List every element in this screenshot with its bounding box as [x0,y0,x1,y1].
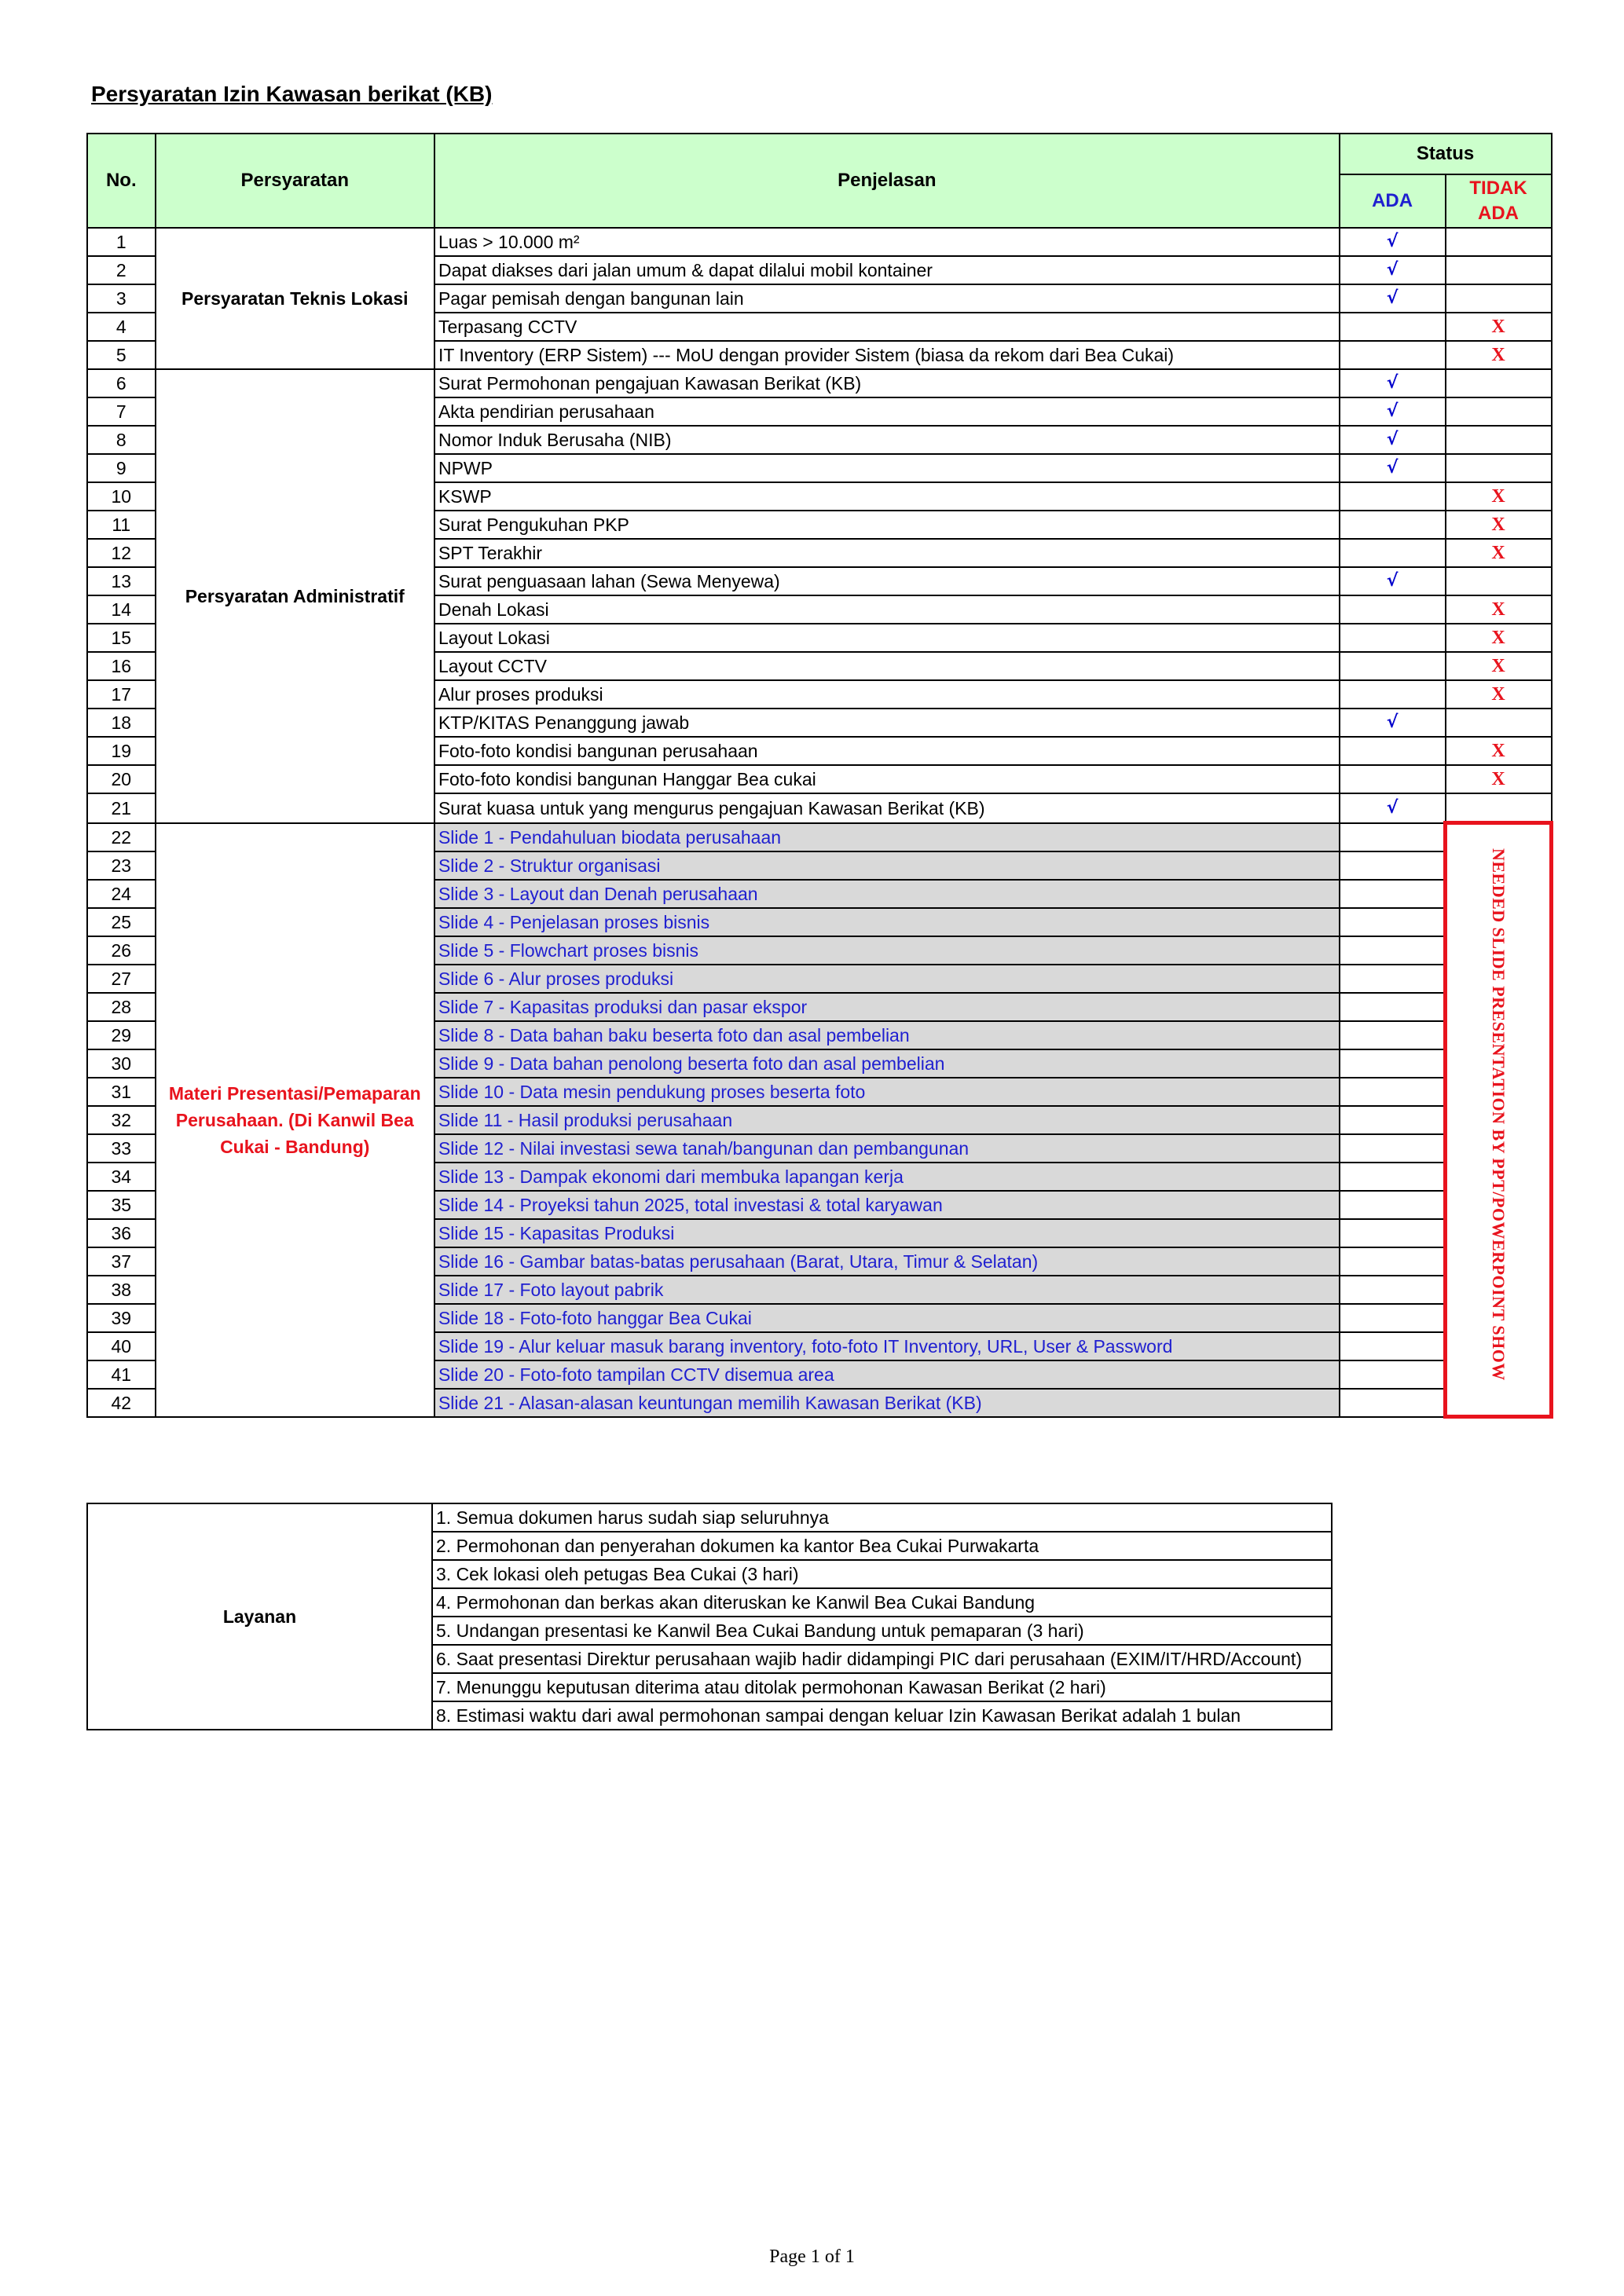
header-tidak-ada [1446,174,1552,228]
row-description: Slide 20 - Foto-foto tampilan CCTV disemua area [434,1360,1340,1389]
row-description: Slide 19 - Alur keluar masuk barang inventory, foto-foto IT Inventory, URL, User & Password [434,1332,1340,1360]
checkmark-icon: √ [1340,228,1446,256]
row-number: 8 [87,426,156,454]
needed-slide-note [1446,823,1552,1417]
header-persyaratan: Persyaratan [156,134,434,228]
status-ada-cell [1340,936,1446,965]
row-number: 3 [87,284,156,313]
row-number: 9 [87,454,156,482]
row-description: Alur proses produksi [434,680,1340,709]
row-number: 19 [87,737,156,765]
category-teknis: Persyaratan Teknis Lokasi [156,228,434,369]
status-tidak-cell [1446,454,1552,482]
row-description: Foto-foto kondisi bangunan perusahaan [434,737,1340,765]
layanan-item: 5. Undangan presentasi ke Kanwil Bea Cukai Bandung untuk pemaparan (3 hari) [432,1617,1332,1645]
page-title: Persyaratan Izin Kawasan berikat (KB) [91,82,493,106]
row-number: 7 [87,397,156,426]
row-number: 33 [87,1134,156,1163]
status-ada-cell [1340,539,1446,567]
status-ada-cell [1340,1219,1446,1247]
row-number: 32 [87,1106,156,1134]
header-tidak-ada-label: TIDAK ADA [1469,178,1527,224]
row-number: 36 [87,1219,156,1247]
status-ada-cell [1340,341,1446,369]
row-description: SPT Terakhir [434,539,1340,567]
status-ada-cell [1340,1389,1446,1417]
layanan-item: 7. Menunggu keputusan diterima atau ditolak permohonan Kawasan Berikat (2 hari) [432,1673,1332,1701]
status-ada-cell [1340,993,1446,1021]
row-number: 39 [87,1304,156,1332]
checkmark-icon: √ [1340,709,1446,737]
layanan-item: 6. Saat presentasi Direktur perusahaan wajib hadir didampingi PIC dari perusahaan (EXIM/IT/HRD/Account) [432,1645,1332,1673]
row-number: 40 [87,1332,156,1360]
row-number: 30 [87,1049,156,1078]
row-number: 4 [87,313,156,341]
row-number: 27 [87,965,156,993]
status-ada-cell [1340,765,1446,793]
row-description: Slide 5 - Flowchart proses bisnis [434,936,1340,965]
status-ada-cell [1340,1134,1446,1163]
row-description: Slide 12 - Nilai investasi sewa tanah/bangunan dan pembangunan [434,1134,1340,1163]
status-ada-cell [1340,1106,1446,1134]
checkmark-icon: √ [1340,284,1446,313]
row-number: 15 [87,624,156,652]
status-ada-cell [1340,1191,1446,1219]
row-number: 20 [87,765,156,793]
status-tidak-cell [1446,709,1552,737]
row-description: Pagar pemisah dengan bangunan lain [434,284,1340,313]
cross-icon: X [1446,313,1552,341]
checkmark-icon: √ [1340,793,1446,823]
row-description: KSWP [434,482,1340,511]
status-tidak-cell [1446,567,1552,595]
status-ada-cell [1340,511,1446,539]
row-number: 37 [87,1247,156,1276]
row-number: 5 [87,341,156,369]
status-ada-cell [1340,1276,1446,1304]
status-ada-cell [1340,908,1446,936]
row-number: 29 [87,1021,156,1049]
status-ada-cell [1340,1021,1446,1049]
status-ada-cell [1340,851,1446,880]
needed-slide-note-text: NEEDED SLIDE PRESENTATION BY PPT/POWERPOINT SHOW [1489,848,1509,1381]
row-description: Slide 2 - Struktur organisasi [434,851,1340,880]
row-description: Akta pendirian perusahaan [434,397,1340,426]
layanan-item: 4. Permohonan dan berkas akan diteruskan ke Kanwil Bea Cukai Bandung [432,1588,1332,1617]
row-description: Slide 6 - Alur proses produksi [434,965,1340,993]
row-description: Slide 10 - Data mesin pendukung proses beserta foto [434,1078,1340,1106]
row-description: Slide 14 - Proyeksi tahun 2025, total investasi & total karyawan [434,1191,1340,1219]
table-row [87,823,1552,851]
row-number: 31 [87,1078,156,1106]
status-tidak-cell [1446,256,1552,284]
row-number: 41 [87,1360,156,1389]
row-description: Slide 4 - Penjelasan proses bisnis [434,908,1340,936]
row-description: Layout Lokasi [434,624,1340,652]
row-number: 24 [87,880,156,908]
row-description: Slide 8 - Data bahan baku beserta foto dan asal pembelian [434,1021,1340,1049]
checkmark-icon: √ [1340,256,1446,284]
row-description: Foto-foto kondisi bangunan Hanggar Bea cukai [434,765,1340,793]
row-number: 2 [87,256,156,284]
layanan-table [86,1503,1333,1730]
row-description: Layout CCTV [434,652,1340,680]
cross-icon: X [1446,539,1552,567]
row-description: Slide 16 - Gambar batas-batas perusahaan (Barat, Utara, Timur & Selatan) [434,1247,1340,1276]
row-number: 38 [87,1276,156,1304]
row-number: 42 [87,1389,156,1417]
status-ada-cell [1340,624,1446,652]
status-tidak-cell [1446,397,1552,426]
row-number: 22 [87,823,156,851]
row-description: Slide 18 - Foto-foto hanggar Bea Cukai [434,1304,1340,1332]
cross-icon: X [1446,624,1552,652]
row-number: 14 [87,595,156,624]
row-number: 13 [87,567,156,595]
requirements-body [87,228,1552,1417]
checkmark-icon: √ [1340,369,1446,397]
layanan-item: 3. Cek lokasi oleh petugas Bea Cukai (3 hari) [432,1560,1332,1588]
row-number: 18 [87,709,156,737]
status-ada-cell [1340,1049,1446,1078]
table-row [87,369,1552,397]
row-number: 25 [87,908,156,936]
checkmark-icon: √ [1340,426,1446,454]
header-no: No. [87,134,156,228]
header-status: Status [1340,134,1552,174]
cross-icon: X [1446,341,1552,369]
row-description: Nomor Induk Berusaha (NIB) [434,426,1340,454]
status-ada-cell [1340,1163,1446,1191]
cross-icon: X [1446,482,1552,511]
row-description: NPWP [434,454,1340,482]
cross-icon: X [1446,595,1552,624]
row-number: 1 [87,228,156,256]
status-ada-cell [1340,595,1446,624]
table-row [87,228,1552,256]
status-ada-cell [1340,482,1446,511]
status-tidak-cell [1446,369,1552,397]
row-description: Slide 17 - Foto layout pabrik [434,1276,1340,1304]
row-description: Slide 3 - Layout dan Denah perusahaan [434,880,1340,908]
layanan-item: 8. Estimasi waktu dari awal permohonan sampai dengan keluar Izin Kawasan Berikat adalah 1 bulan [432,1701,1332,1730]
checkmark-icon: √ [1340,567,1446,595]
layanan-item: 1. Semua dokumen harus sudah siap seluruhnya [432,1503,1332,1532]
row-description: Slide 11 - Hasil produksi perusahaan [434,1106,1340,1134]
status-tidak-cell [1446,793,1552,823]
row-description: Slide 7 - Kapasitas produksi dan pasar ekspor [434,993,1340,1021]
status-ada-cell [1340,965,1446,993]
category-materi: Materi Presentasi/Pemaparan Perusahaan. (Di Kanwil Bea Cukai - Bandung) [156,823,434,1417]
status-tidak-cell [1446,284,1552,313]
row-description: Luas > 10.000 m² [434,228,1340,256]
row-description: Slide 21 - Alasan-alasan keuntungan memilih Kawasan Berikat (KB) [434,1389,1340,1417]
row-number: 6 [87,369,156,397]
row-number: 34 [87,1163,156,1191]
status-ada-cell [1340,1304,1446,1332]
row-description: Slide 9 - Data bahan penolong beserta foto dan asal pembelian [434,1049,1340,1078]
row-number: 11 [87,511,156,539]
row-description: Surat Pengukuhan PKP [434,511,1340,539]
status-ada-cell [1340,737,1446,765]
layanan-label: Layanan [87,1503,432,1730]
row-description: Terpasang CCTV [434,313,1340,341]
row-description: KTP/KITAS Penanggung jawab [434,709,1340,737]
status-ada-cell [1340,1078,1446,1106]
status-ada-cell [1340,1360,1446,1389]
checkmark-icon: √ [1340,454,1446,482]
status-ada-cell [1340,823,1446,851]
header-penjelasan: Penjelasan [434,134,1340,228]
cross-icon: X [1446,680,1552,709]
row-number: 23 [87,851,156,880]
row-description: Denah Lokasi [434,595,1340,624]
layanan-row [87,1503,1332,1532]
status-tidak-cell [1446,426,1552,454]
row-number: 35 [87,1191,156,1219]
cross-icon: X [1446,737,1552,765]
row-number: 21 [87,793,156,823]
row-number: 28 [87,993,156,1021]
row-description: Surat Permohonan pengajuan Kawasan Berikat (KB) [434,369,1340,397]
layanan-item: 2. Permohonan dan penyerahan dokumen ka kantor Bea Cukai Purwakarta [432,1532,1332,1560]
cross-icon: X [1446,511,1552,539]
status-ada-cell [1340,1247,1446,1276]
requirements-table [86,133,1553,1419]
row-number: 16 [87,652,156,680]
status-tidak-cell [1446,228,1552,256]
row-number: 26 [87,936,156,965]
status-ada-cell [1340,680,1446,709]
row-description: Slide 15 - Kapasitas Produksi [434,1219,1340,1247]
row-description: Surat penguasaan lahan (Sewa Menyewa) [434,567,1340,595]
checkmark-icon: √ [1340,397,1446,426]
status-ada-cell [1340,1332,1446,1360]
status-ada-cell [1340,313,1446,341]
row-description: IT Inventory (ERP Sistem) --- MoU dengan provider Sistem (biasa da rekom dari Bea Cukai) [434,341,1340,369]
row-number: 17 [87,680,156,709]
status-ada-cell [1340,652,1446,680]
layanan-body [87,1503,1332,1730]
row-description: Surat kuasa untuk yang mengurus pengajuan Kawasan Berikat (KB) [434,793,1340,823]
status-ada-cell [1340,880,1446,908]
header-ada: ADA [1340,174,1446,228]
row-number: 10 [87,482,156,511]
cross-icon: X [1446,652,1552,680]
row-description: Slide 1 - Pendahuluan biodata perusahaan [434,823,1340,851]
row-description: Slide 13 - Dampak ekonomi dari membuka lapangan kerja [434,1163,1340,1191]
row-description: Dapat diakses dari jalan umum & dapat dilalui mobil kontainer [434,256,1340,284]
cross-icon: X [1446,765,1552,793]
row-number: 12 [87,539,156,567]
page-footer: Page 1 of 1 [769,2247,855,2267]
category-admin: Persyaratan Administratif [156,369,434,823]
